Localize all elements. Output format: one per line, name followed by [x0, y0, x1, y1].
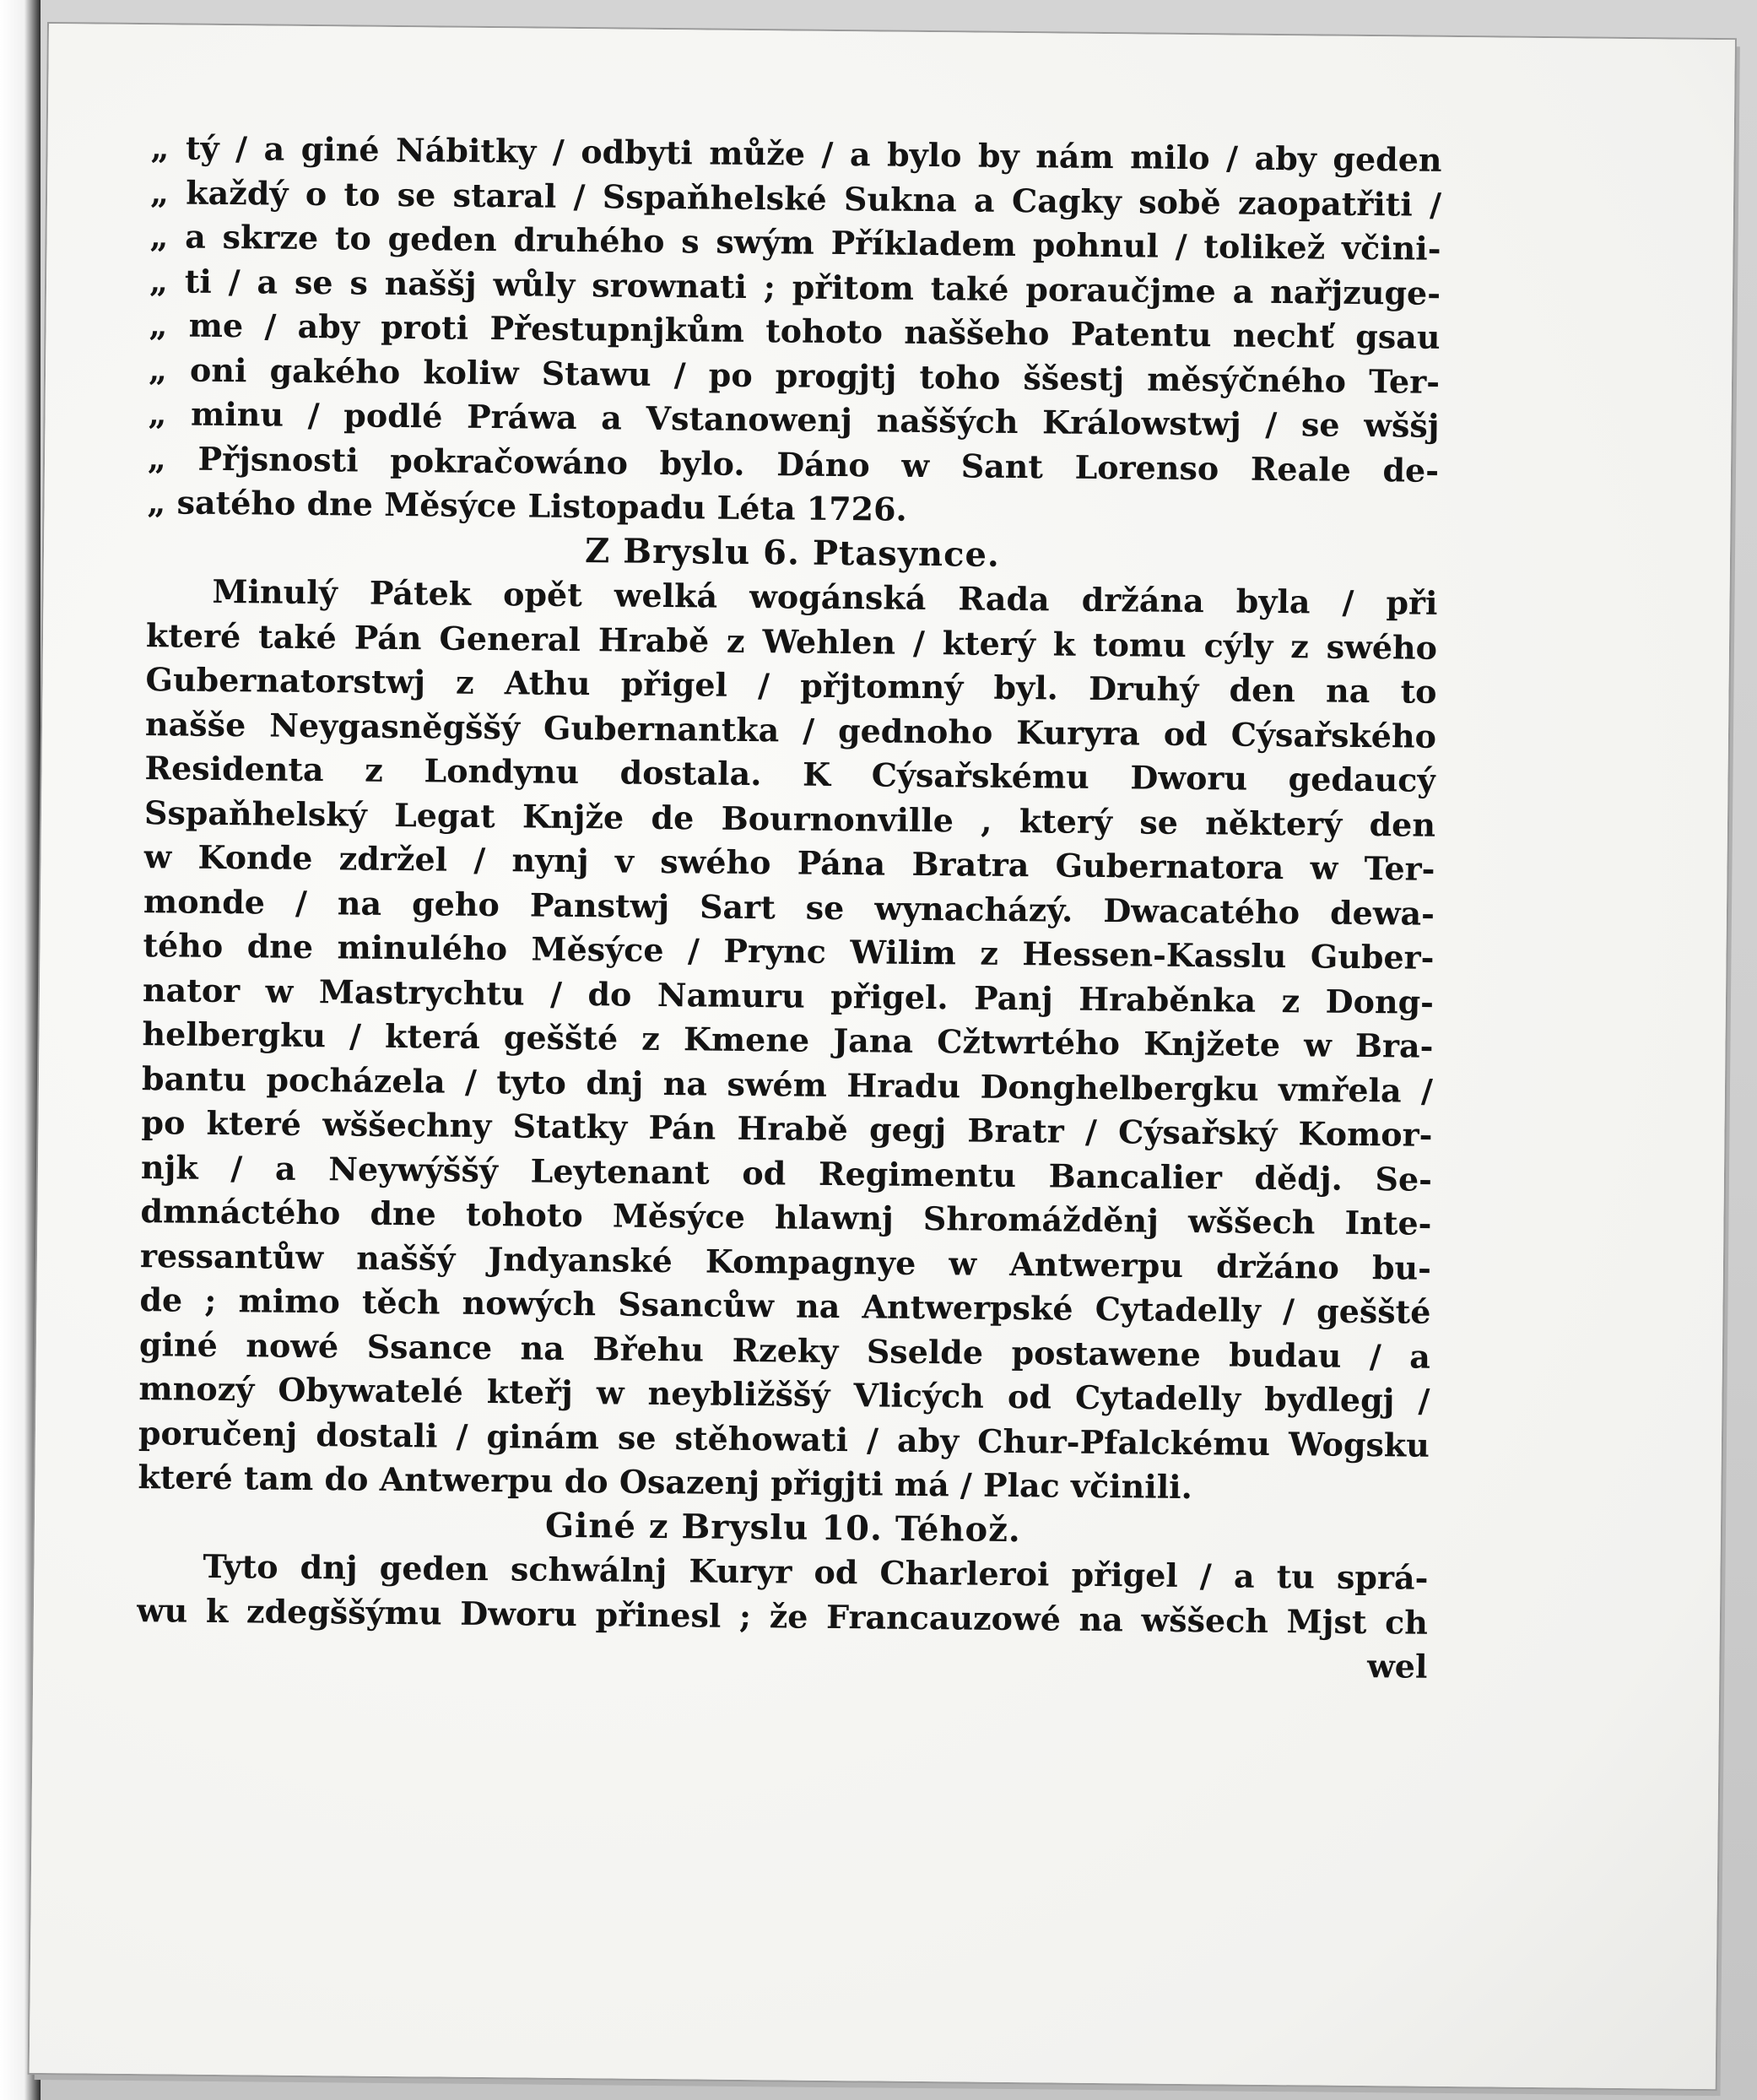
- text-line: dmnáctého dne tohoto Měsýce hlawnj Shromážděnj wššech Inte-: [140, 1192, 1432, 1242]
- text-line: „ me / aby proti Přestupnjkům tohoto naššeho Patentu nechť gsau: [149, 306, 1441, 356]
- text-line: Sspaňhelský Legat Knjže de Bournonville , který se některý den: [143, 793, 1436, 844]
- text-line: nator w Mastrychtu / do Namuru přigel. Panj Hraběnka z Dong-: [142, 970, 1435, 1021]
- text-line: w Konde zdržel / nynj v swého Pána Bratra Gubernatora w Ter-: [143, 837, 1435, 888]
- text-line: po které wššechny Statky Pán Hrabě gegj Bratr / Cýsařský Komor-: [141, 1103, 1433, 1154]
- catchword: wel: [1366, 1647, 1428, 1686]
- text-line: mnozý Obywatelé kteřj w neybližššý Vlicých od Cytadelly bydlegj /: [138, 1369, 1430, 1420]
- text-line: „ satého dne Měsýce Listopadu Léta 1726.: [147, 483, 908, 528]
- document-page: [30, 24, 1735, 2089]
- text-line: „ oni gakého koliw Stawu / po progjtj toho ššestj měsýčného Ter-: [148, 349, 1441, 401]
- text-line: „ Přjsnosti pokračowáno bylo. Dáno w Sant Lorenso Reale de-: [147, 438, 1440, 490]
- text-line: které tam do Antwerpu do Osazenj přigjti má / Plac včinili.: [138, 1458, 1193, 1507]
- text-line: giné nowé Ssance na Břehu Rzeky Sselde postawene budau / a: [138, 1324, 1431, 1376]
- text-line: „ tý / a giné Nábitky / odbyti může / a bylo by nám milo / aby geden: [150, 128, 1442, 179]
- text-line: Residenta z Londynu dostala. K Cýsařskému Dworu gedaucý: [144, 749, 1436, 799]
- text-line: které také Pán General Hrabě z Wehlen / který k tomu cýly z swého: [145, 615, 1438, 667]
- section-heading: Giné z Bryslu 10. Téhož.: [544, 1505, 1022, 1550]
- text-line: našše Neygasněgššý Gubernantka / gednoho Kuryra od Cýsařského: [144, 704, 1437, 755]
- body-text: [136, 126, 1442, 1689]
- text-line: Minulý Pátek opět welká wogánská Rada držána byla / při: [212, 571, 1438, 622]
- text-line: de ; mimo těch nowých Ssancůw na Antwerpské Cytadelly / geššté: [139, 1280, 1431, 1331]
- text-line: monde / na geho Panstwj Sart se wynacházý. Dwacatého dewa-: [143, 881, 1435, 933]
- text-line: njk / a Neywýššý Leytenant od Regimentu Bancalier dědj. Se-: [140, 1147, 1433, 1199]
- text-line: „ ti / a se s naššj wůly srownati ; přitom také poraučjme a nařjzuge-: [149, 261, 1441, 312]
- text-line: bantu pocházela / tyto dnj na swém Hradu Donghelbergku vmřela /: [141, 1058, 1434, 1110]
- text-line: tého dne minulého Měsýce / Prync Wilim z Hessen-Kasslu Guber-: [143, 926, 1435, 977]
- text-line: „ a skrze to geden druhého s swým Příkladem pohnul / tolikež včini-: [149, 217, 1441, 268]
- text-line: helbergku / která geššté z Kmene Jana Cžtwrtého Knjžete w Bra-: [142, 1015, 1434, 1065]
- text-line: „ minu / podlé Práwa a Vstanowenj naššých Králowstwj / se wššj: [148, 394, 1440, 445]
- text-line: poručenj dostali / ginám se stěhowati / aby Chur-Pfalckému Wogsku: [138, 1413, 1430, 1464]
- text-line: „ každý o to se staral / Sspaňhelské Sukna a Cagky sobě zaopatřiti /: [149, 172, 1442, 224]
- text-line: Tyto dnj geden schwálnj Kuryr od Charleroi přigel / a tu sprá-: [203, 1546, 1429, 1597]
- text-line: Gubernatorstwj z Athu přigel / přjtomný byl. Druhý den na to: [145, 660, 1437, 711]
- text-line: wu k zdegššýmu Dworu přinesl ; že Francauzowé na wššech Mjst ch: [136, 1590, 1429, 1642]
- text-line: ressantůw naššý Jndyanské Kompagnye w Antwerpu držáno bu-: [139, 1236, 1432, 1287]
- section-heading: Z Bryslu 6. Ptasynce.: [584, 530, 1001, 575]
